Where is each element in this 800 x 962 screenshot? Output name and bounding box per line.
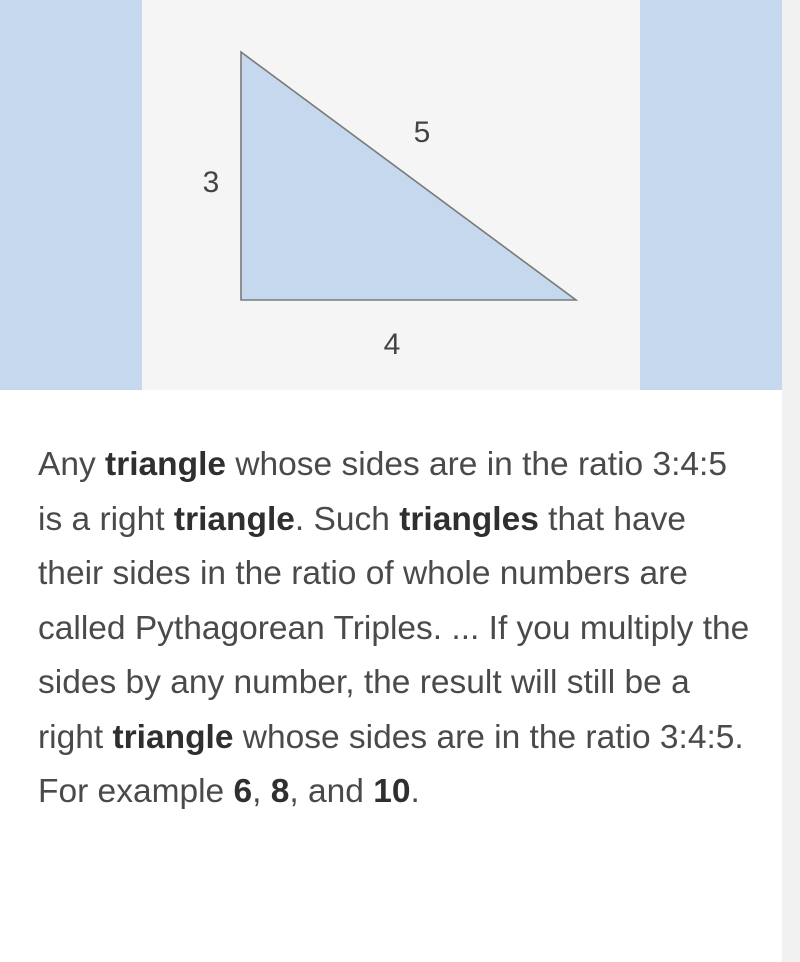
right-triangle-shape bbox=[241, 52, 576, 300]
side-label-horizontal: 4 bbox=[383, 328, 401, 361]
answer-text-segment: whose sides are in the ratio 3:4:5 is a right bbox=[38, 446, 727, 538]
right-triangle-diagram bbox=[0, 0, 782, 390]
side-label-hypotenuse: 5 bbox=[413, 116, 431, 149]
bold-term: triangle bbox=[105, 446, 227, 483]
bold-term: triangle bbox=[173, 500, 295, 538]
answer-text-segment: , and bbox=[289, 773, 374, 810]
answer-text-segment: , bbox=[252, 773, 271, 810]
answer-text-segment: Any bbox=[38, 446, 106, 483]
bold-term: triangles bbox=[399, 500, 539, 538]
answer-text-segment: . Such bbox=[294, 500, 400, 538]
bold-term: 10 bbox=[373, 773, 411, 810]
answer-text bbox=[38, 438, 758, 820]
bold-term: triangle bbox=[112, 718, 234, 756]
bold-term: 8 bbox=[270, 773, 290, 810]
answer-text-segment: that have their sides in the ratio of whole numbers are called Pythagorean Triples. ... If you multiply the sides by any number, the result will still be a right bbox=[38, 500, 750, 756]
side-label-vertical: 3 bbox=[202, 166, 220, 199]
answer-text-segment: whose sides are in the ratio 3:4:5. For example bbox=[38, 718, 744, 810]
bold-term: 6 bbox=[233, 773, 253, 810]
answer-image[interactable] bbox=[0, 0, 782, 390]
answer-text-segment: . bbox=[410, 773, 420, 810]
